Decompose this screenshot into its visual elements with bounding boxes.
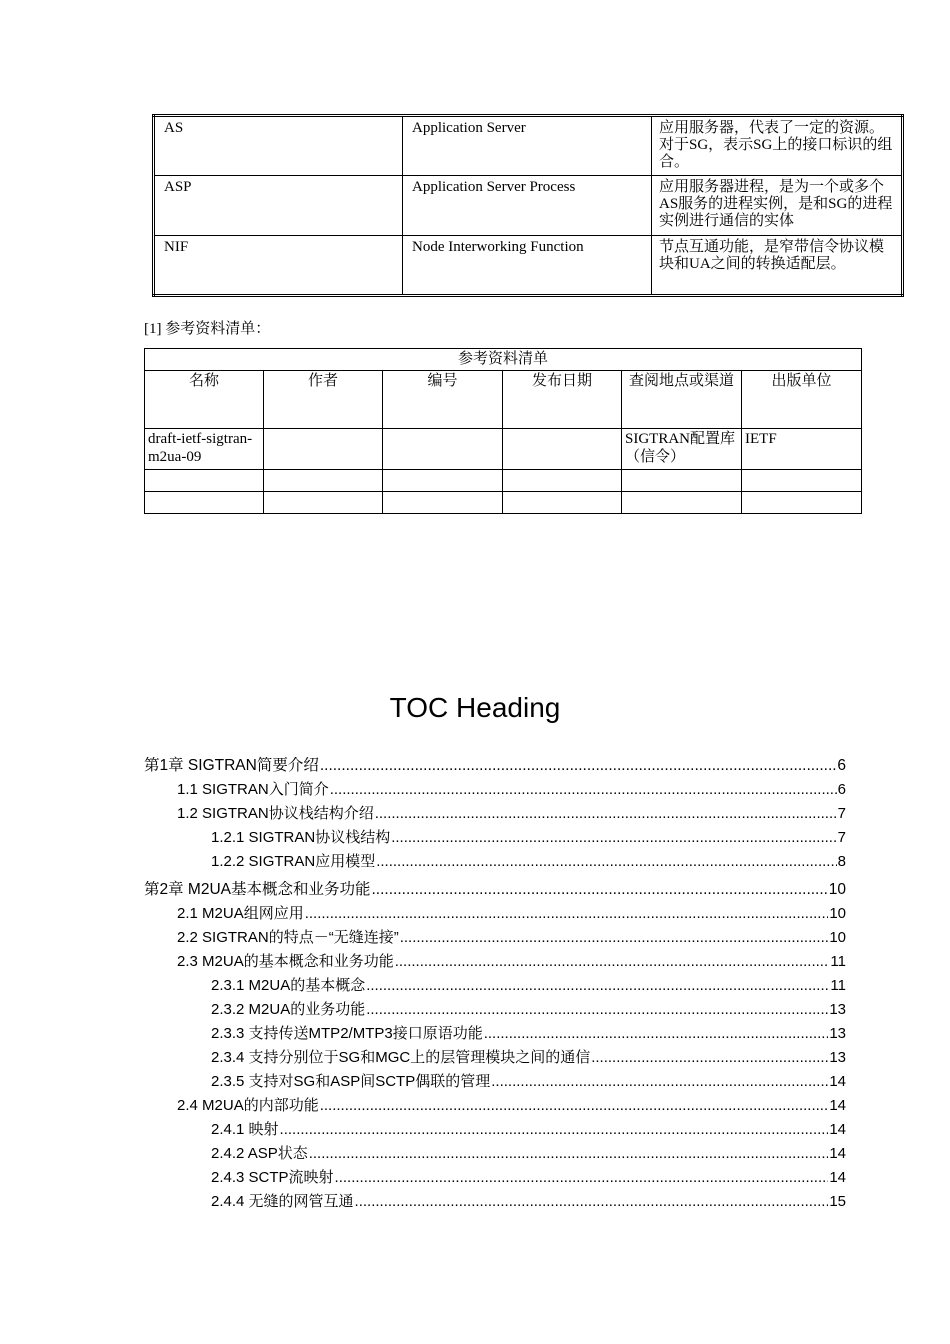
references-caption: 参考资料清单 xyxy=(145,349,862,371)
term-full-name: Node Interworking Function xyxy=(403,236,652,296)
toc-page-number: 14 xyxy=(829,1145,846,1162)
toc-page-number: 7 xyxy=(837,829,846,846)
toc-page-number: 11 xyxy=(830,953,846,970)
toc-page-number: 14 xyxy=(829,1073,846,1090)
toc-dot-leader xyxy=(391,826,836,850)
toc-entry[interactable] xyxy=(144,1046,846,1070)
toc-dot-leader xyxy=(400,926,829,950)
references-column-header: 出版单位 xyxy=(742,371,862,429)
references-cell: SIGTRAN配置库（信令） xyxy=(622,429,742,470)
toc-entry[interactable] xyxy=(144,778,846,802)
toc-dot-leader xyxy=(320,1094,829,1118)
references-label: [1] 参考资料清单： xyxy=(144,321,271,337)
references-header-row xyxy=(145,371,862,429)
references-cell xyxy=(383,429,503,470)
toc-page-number: 14 xyxy=(829,1169,846,1186)
toc-entry-title: 1.2.1 SIGTRAN协议栈结构 xyxy=(211,829,391,846)
term-abbreviation: AS xyxy=(154,116,403,176)
term-description: 应用服务器，代表了一定的资源。对于SG，表示SG上的接口标识的组合。 xyxy=(652,116,903,176)
term-abbreviation: NIF xyxy=(154,236,403,296)
references-row xyxy=(145,470,862,492)
toc-entry-title: 1.2 SIGTRAN协议栈结构介绍 xyxy=(177,805,374,822)
references-cell: draft-ietf-sigtran-m2ua-09 xyxy=(145,429,264,470)
toc-entry-title: 1.1 SIGTRAN入门简介 xyxy=(177,781,329,798)
toc-entry[interactable] xyxy=(144,1118,846,1142)
terms-row xyxy=(154,176,903,236)
toc-dot-leader xyxy=(372,878,828,902)
toc-entry-title: 2.3.4 支持分别位于SG和MGC上的层管理模块之间的通信 xyxy=(211,1049,591,1066)
toc-entry[interactable] xyxy=(144,850,846,874)
term-full-name: Application Server Process xyxy=(403,176,652,236)
toc-entry-title: 1.2.2 SIGTRAN应用模型 xyxy=(211,853,376,870)
references-cell xyxy=(503,470,622,492)
toc-dot-leader xyxy=(330,778,837,802)
toc-dot-leader xyxy=(309,1142,829,1166)
toc-page-number: 15 xyxy=(829,1193,846,1210)
toc-page-number: 14 xyxy=(829,1097,846,1114)
toc-dot-leader xyxy=(305,902,829,926)
references-column-header: 发布日期 xyxy=(503,371,622,429)
references-cell xyxy=(503,492,622,514)
references-column-header: 名称 xyxy=(145,371,264,429)
toc-entry[interactable] xyxy=(144,1190,846,1214)
toc-entry-title: 2.3.3 支持传送MTP2/MTP3接口原语功能 xyxy=(211,1025,483,1042)
toc-dot-leader xyxy=(376,850,836,874)
toc-entry-title: 2.4.3 SCTP流映射 xyxy=(211,1169,334,1186)
toc-entry[interactable] xyxy=(144,826,846,850)
toc-entry-title: 2.3 M2UA的基本概念和业务功能 xyxy=(177,953,394,970)
toc-entry-title: 2.3.1 M2UA的基本概念 xyxy=(211,977,366,994)
term-description: 节点互通功能，是窄带信令协议模块和UA之间的转换适配层。 xyxy=(652,236,903,296)
toc-entry[interactable] xyxy=(144,950,846,974)
toc-dot-leader xyxy=(395,950,830,974)
toc-page-number: 11 xyxy=(830,977,846,994)
toc-dot-leader xyxy=(375,802,837,826)
toc-dot-leader xyxy=(591,1046,828,1070)
toc-dot-leader xyxy=(280,1118,829,1142)
toc-entry[interactable] xyxy=(144,1094,846,1118)
toc-entry-title: 2.4.1 映射 xyxy=(211,1121,279,1138)
toc-entry[interactable] xyxy=(144,754,846,778)
term-description: 应用服务器进程，是为一个或多个AS服务的进程实例，是和SG的进程实例进行通信的实体 xyxy=(652,176,903,236)
references-table xyxy=(144,348,862,514)
toc-entry[interactable] xyxy=(144,1070,846,1094)
toc-entry-title: 2.3.2 M2UA的业务功能 xyxy=(211,1001,366,1018)
references-column-header: 查阅地点或渠道 xyxy=(622,371,742,429)
toc-page-number: 6 xyxy=(837,781,846,798)
toc-dot-leader xyxy=(366,998,828,1022)
toc-entry[interactable] xyxy=(144,998,846,1022)
toc-heading: TOC Heading xyxy=(389,692,561,723)
references-cell xyxy=(145,470,264,492)
toc-page-number: 10 xyxy=(828,881,846,898)
references-cell xyxy=(742,470,862,492)
terms-row xyxy=(154,116,903,176)
toc-page-number: 13 xyxy=(829,1049,846,1066)
toc-entry[interactable] xyxy=(144,1022,846,1046)
toc-entry-title: 2.4 M2UA的内部功能 xyxy=(177,1097,319,1114)
toc-entry-title: 2.3.5 支持对SG和ASP间SCTP偶联的管理 xyxy=(211,1073,491,1090)
references-cell xyxy=(383,492,503,514)
references-column-header: 作者 xyxy=(264,371,383,429)
toc-entry[interactable] xyxy=(144,926,846,950)
toc-page-number: 7 xyxy=(837,805,846,822)
references-cell xyxy=(145,492,264,514)
toc-entry[interactable] xyxy=(144,878,846,902)
toc-page-number: 13 xyxy=(829,1001,846,1018)
toc-entry[interactable] xyxy=(144,802,846,826)
references-row xyxy=(145,429,862,470)
toc-entry-title: 第2章 M2UA基本概念和业务功能 xyxy=(144,881,371,898)
toc-entry[interactable] xyxy=(144,974,846,998)
toc-entry-title: 2.4.2 ASP状态 xyxy=(211,1145,308,1162)
references-cell xyxy=(742,492,862,514)
toc-dot-leader xyxy=(484,1022,829,1046)
toc-page-number: 6 xyxy=(837,757,846,774)
toc-page-number: 14 xyxy=(829,1121,846,1138)
table-of-contents xyxy=(144,754,846,1214)
toc-dot-leader xyxy=(335,1166,829,1190)
toc-entry[interactable] xyxy=(144,1166,846,1190)
toc-entry[interactable] xyxy=(144,1142,846,1166)
references-cell xyxy=(383,470,503,492)
references-row xyxy=(145,492,862,514)
toc-entry[interactable] xyxy=(144,902,846,926)
term-full-name: Application Server xyxy=(403,116,652,176)
references-column-header: 编号 xyxy=(383,371,503,429)
references-cell xyxy=(622,470,742,492)
toc-page-number: 10 xyxy=(829,905,846,922)
terms-row xyxy=(154,236,903,296)
toc-entry-title: 第1章 SIGTRAN简要介绍 xyxy=(144,757,319,774)
references-cell xyxy=(622,492,742,514)
references-cell xyxy=(264,429,383,470)
references-cell xyxy=(264,492,383,514)
toc-dot-leader xyxy=(491,1070,828,1094)
references-cell xyxy=(503,429,622,470)
toc-page-number: 13 xyxy=(829,1025,846,1042)
toc-dot-leader xyxy=(366,974,829,998)
toc-page-number: 10 xyxy=(829,929,846,946)
toc-dot-leader xyxy=(320,754,837,778)
references-cell xyxy=(264,470,383,492)
toc-dot-leader xyxy=(355,1190,829,1214)
term-abbreviation: ASP xyxy=(154,176,403,236)
toc-entry-title: 2.2 SIGTRAN的特点－“无缝连接” xyxy=(177,929,399,946)
toc-entry-title: 2.4.4 无缝的网管互通 xyxy=(211,1193,354,1210)
toc-entry-title: 2.1 M2UA组网应用 xyxy=(177,905,304,922)
references-cell: IETF xyxy=(742,429,862,470)
terms-table xyxy=(152,114,904,297)
toc-page-number: 8 xyxy=(837,853,846,870)
